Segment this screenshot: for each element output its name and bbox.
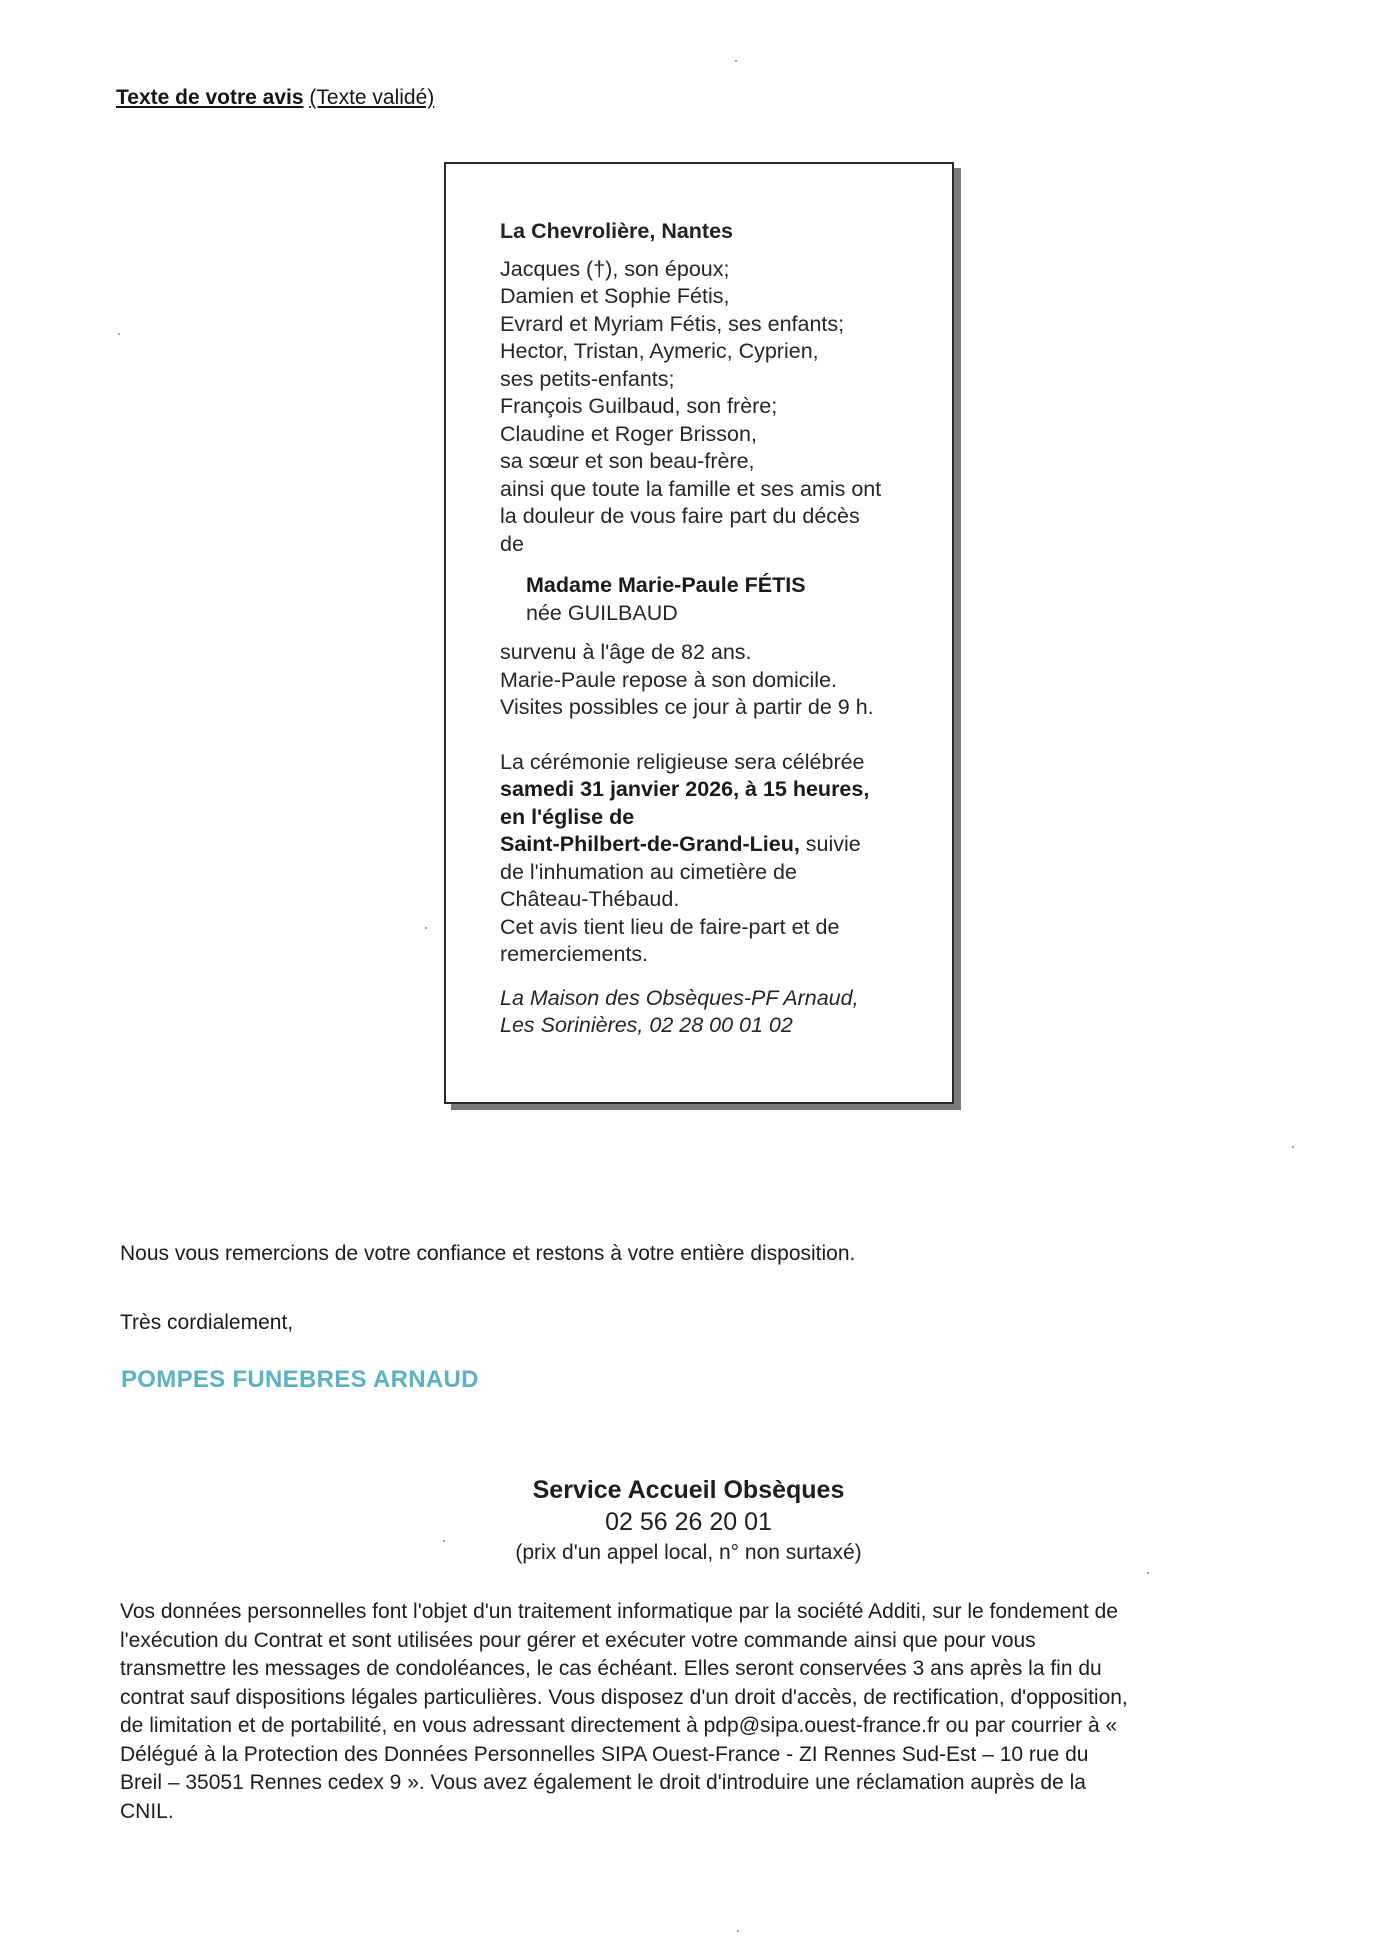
family-line: François Guilbaud, son frère; — [500, 394, 778, 418]
notice-signature — [500, 985, 912, 1040]
family-list — [500, 256, 912, 559]
family-line: Jacques (†), son époux; — [500, 256, 730, 281]
ceremony-line: Château-Thébaud. — [500, 887, 680, 911]
ceremony-line: de l'inhumation au cimetière de — [500, 859, 797, 884]
ceremony-intro: La cérémonie religieuse sera célébrée — [500, 749, 865, 774]
scan-speck — [735, 60, 737, 62]
family-line: ses petits-enfants; — [500, 366, 675, 391]
scan-speck — [425, 927, 427, 929]
service-title: Service Accueil Obsèques — [532, 1476, 845, 1504]
family-line: Hector, Tristan, Aymeric, Cyprien, — [500, 339, 819, 363]
scan-speck — [1292, 1146, 1294, 1148]
ceremony-line: remerciements. — [500, 942, 649, 966]
signature-line: Les Sorinières, 02 28 00 01 02 — [500, 1013, 793, 1037]
service-phone: 02 56 26 20 01 — [605, 1508, 772, 1536]
detail-line: Marie-Paule repose à son domicile. — [500, 667, 837, 692]
ceremony-date: samedi 31 janvier 2026, à 15 heures, — [500, 777, 870, 801]
family-line: la douleur de vous faire part du décès — [500, 504, 860, 528]
scan-speck — [1147, 1572, 1149, 1574]
regards-text: Très cordialement, — [120, 1311, 294, 1334]
ceremony-line: Cet avis tient lieu de faire-part et de — [500, 914, 840, 939]
deceased-name: Madame Marie-Paule FÉTIS — [526, 573, 806, 597]
detail-line: survenu à l'âge de 82 ans. — [500, 640, 752, 664]
company-name: POMPES FUNEBRES ARNAUD — [121, 1366, 479, 1393]
family-line: Damien et Sophie Fétis, — [500, 284, 730, 308]
details-list — [500, 639, 912, 722]
privacy-line: l'exécution du Contrat et sont utilisées pour gérer et exécuter votre commande ainsi que pour vous — [120, 1628, 1036, 1652]
family-line: sa sœur et son beau-frère, — [500, 449, 755, 473]
ceremony-church-suffix: suivie — [799, 832, 861, 856]
privacy-notice — [120, 1598, 1280, 1826]
death-notice-box — [444, 162, 954, 1104]
family-line: ainsi que toute la famille et ses amis ont — [500, 476, 882, 501]
detail-line: Visites possibles ce jour à partir de 9 h. — [500, 695, 874, 719]
signature-line: La Maison des Obsèques-PF Arnaud, — [500, 985, 859, 1010]
scan-speck — [118, 333, 120, 335]
heading-status: (Texte validé) — [309, 86, 435, 109]
privacy-line: de limitation et de portabilité, en vous adressant directement à pdp@sipa.ouest-france.fr ou par courrier à « — [120, 1714, 1118, 1737]
family-line: Claudine et Roger Brisson, — [500, 421, 757, 446]
family-line: Evrard et Myriam Fétis, ses enfants; — [500, 311, 845, 336]
ceremony-block — [500, 749, 912, 969]
privacy-line: Breil – 35051 Rennes cedex 9 ». Vous avez également le droit d'introduire une réclamation auprès de la — [120, 1771, 1086, 1794]
service-contact — [0, 1474, 1377, 1568]
heading-title: Texte de votre avis — [116, 86, 304, 109]
scan-speck — [737, 1930, 739, 1932]
family-line: de — [500, 531, 524, 556]
scan-speck — [443, 1540, 445, 1542]
maiden-name: née GUILBAUD — [526, 600, 678, 625]
ceremony-church-line — [500, 831, 912, 859]
privacy-line: Vos données personnelles font l'objet d'un traitement informatique par la société Additi, sur le fondement de — [120, 1600, 1118, 1623]
privacy-line: contrat sauf dispositions légales particulières. Vous disposez d'un droit d'accès, de rectification, d'opposition, — [120, 1685, 1128, 1709]
deceased-block — [526, 572, 912, 627]
page-heading — [116, 86, 434, 110]
ceremony-church: Saint-Philbert-de-Grand-Lieu, — [500, 832, 800, 856]
notice-location: La Chevrolière, Nantes — [500, 219, 734, 243]
service-note: (prix d'un appel local, n° non surtaxé) — [515, 1541, 862, 1564]
privacy-line: Délégué à la Protection des Données Personnelles SIPA Ouest-France - ZI Rennes Sud-Est – 10 rue du — [120, 1742, 1089, 1766]
thanks-text: Nous vous remercions de votre confiance et restons à votre entière disposition. — [120, 1242, 856, 1265]
privacy-line: transmettre les messages de condoléances, le cas échéant. Elles seront conservées 3 ans après la fin du — [120, 1657, 1102, 1680]
ceremony-church-intro: en l'église de — [500, 804, 635, 829]
privacy-line: CNIL. — [120, 1799, 174, 1823]
